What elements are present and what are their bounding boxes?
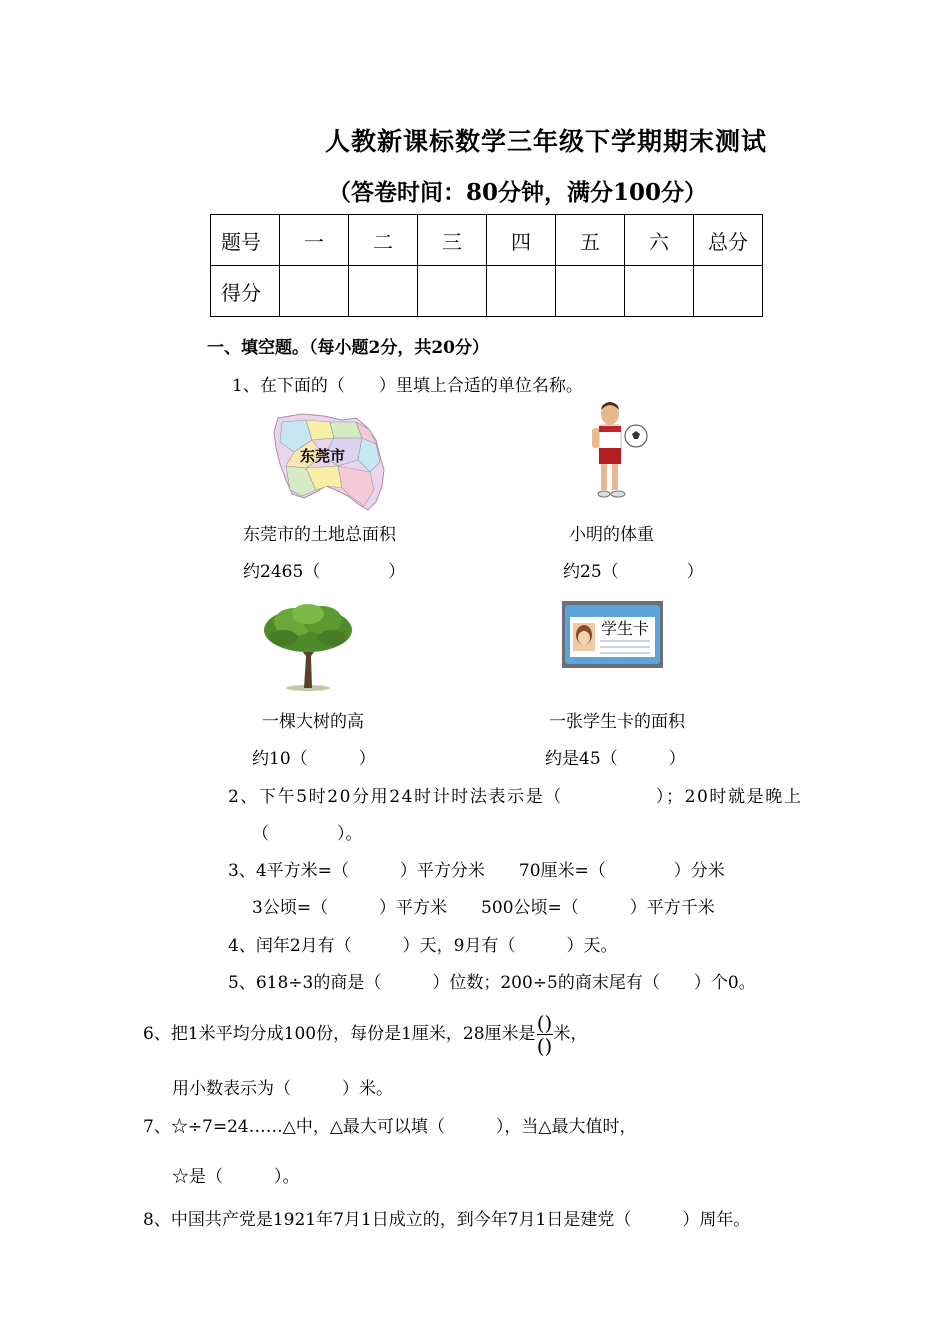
page-title: 人教新课标数学三年级下学期期末测试 <box>325 127 768 156</box>
table-cell: 二 <box>349 215 418 266</box>
score-cell[interactable] <box>349 266 418 317</box>
table-cell: 得分 <box>211 266 280 317</box>
question-6-unit: 米， <box>553 1024 588 1044</box>
question-6-text: 6、把1米平均分成100份，每份是1厘米，28厘米是 <box>143 1024 536 1044</box>
score-cell[interactable] <box>694 266 763 317</box>
fraction-numerator: () <box>536 1011 553 1035</box>
table-cell: 六 <box>625 215 694 266</box>
question-8: 8、中国共产党是1921年7月1日成立的，到今年7月1日是建党（ ）周年。 <box>143 1210 751 1230</box>
page-subtitle: （答卷时间：80分钟，满分100分） <box>328 179 708 206</box>
boy-image <box>590 400 652 506</box>
item4-label: 一张学生卡的面积 <box>549 712 685 732</box>
score-cell[interactable] <box>280 266 349 317</box>
score-table <box>210 214 763 317</box>
item2-answer: 约25（ ） <box>563 562 704 582</box>
score-cell[interactable] <box>556 266 625 317</box>
table-cell: 四 <box>487 215 556 266</box>
question-2: 2、下午5时20分用24时计时法表示是（ ）；20时就是晚上 <box>228 787 803 807</box>
question-1: 1、在下面的（ ）里填上合适的单位名称。 <box>232 376 583 396</box>
question-2-line2: （ ）。 <box>252 824 363 844</box>
question-6 <box>143 1012 588 1057</box>
table-cell: 题号 <box>211 215 280 266</box>
question-6-line2: 用小数表示为（ ）米。 <box>172 1079 393 1099</box>
score-cell[interactable] <box>418 266 487 317</box>
question-3: 3、4平方米=（ ）平方分米 70厘米=（ ）分米 <box>228 861 725 881</box>
fraction-denominator: () <box>536 1034 553 1058</box>
section-heading: 一、填空题。（每小题2分，共20分） <box>207 338 489 358</box>
score-cell[interactable] <box>625 266 694 317</box>
map-label: 东莞市 <box>300 447 346 465</box>
item1-label: 东莞市的土地总面积 <box>243 525 396 545</box>
table-row <box>211 215 763 266</box>
item2-label: 小明的体重 <box>569 525 654 545</box>
table-cell: 五 <box>556 215 625 266</box>
table-cell: 一 <box>280 215 349 266</box>
question-5: 5、618÷3的商是（ ）位数；200÷5的商末尾有（ ）个0。 <box>228 973 756 993</box>
table-cell: 总分 <box>694 215 763 266</box>
item3-label: 一棵大树的高 <box>262 712 364 732</box>
fraction <box>537 1012 553 1057</box>
question-3-line2: 3公顷=（ ）平方米 500公顷=（ ）平方千米 <box>252 898 715 918</box>
score-cell[interactable] <box>487 266 556 317</box>
table-row <box>211 266 763 317</box>
table-cell: 三 <box>418 215 487 266</box>
question-7: 7、☆÷7=24……△中，△最大可以填（ ），当△最大值时， <box>143 1117 637 1137</box>
card-label: 学生卡 <box>601 619 650 638</box>
item1-answer: 约2465（ ） <box>243 562 406 582</box>
tree-image <box>262 600 354 692</box>
question-4: 4、闰年2月有（ ）天，9月有（ ）天。 <box>228 936 618 956</box>
item3-answer: 约10（ ） <box>252 749 376 769</box>
item4-answer: 约是45（ ） <box>545 749 686 769</box>
question-7-line2: ☆是（ ）。 <box>172 1167 300 1187</box>
